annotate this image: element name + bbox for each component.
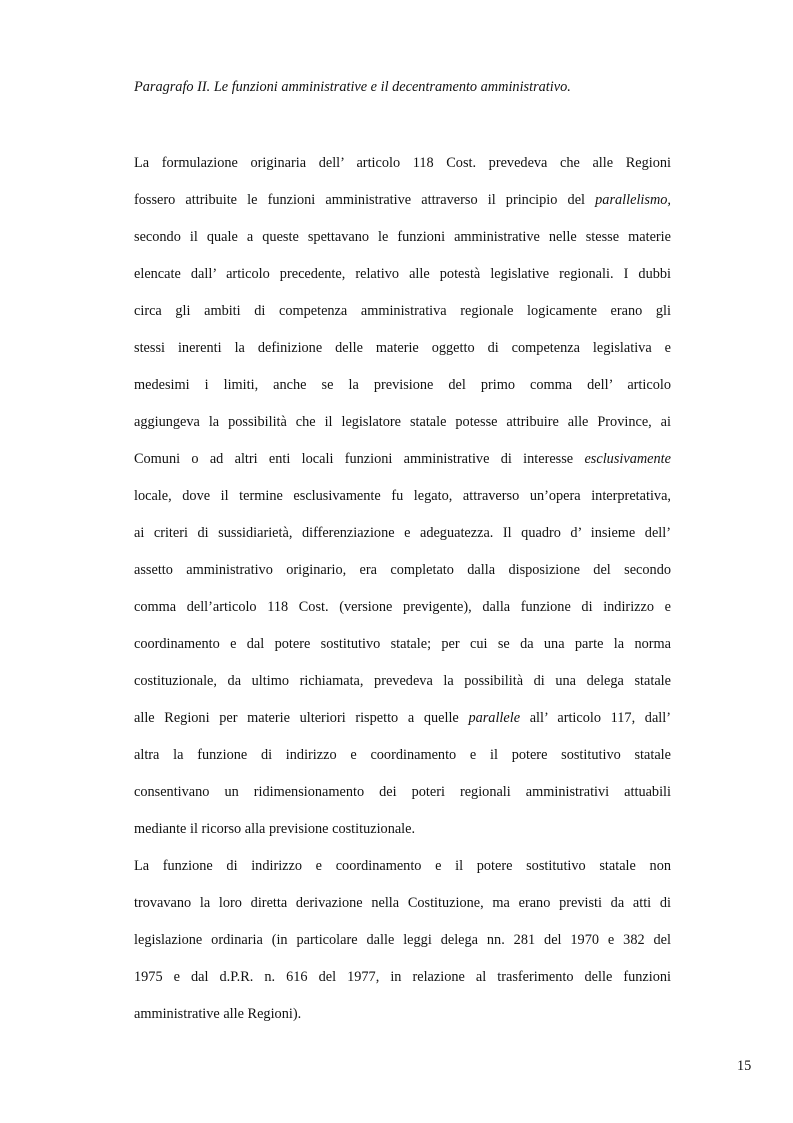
text-line <box>134 856 671 876</box>
text-span: amministrative alle Regioni). <box>134 1006 302 1022</box>
text-span: altra la funzione di indirizzo e coordinamento e il potere sostitutivo statale <box>134 747 671 763</box>
text-span: all’ articolo 117, dall’ <box>520 710 671 726</box>
text-span: circa gli ambiti di competenza amministrativa regionale logicamente erano gli <box>134 303 671 319</box>
text-line <box>134 893 671 913</box>
text-line <box>134 819 671 839</box>
text-line <box>134 708 671 728</box>
text-span: legislazione ordinaria (in particolare dalle leggi delega nn. 281 del 1970 e 382 del <box>134 932 671 948</box>
italic-term: parallele <box>468 710 521 726</box>
text-span: mediante il ricorso alla previsione costituzionale. <box>134 821 416 837</box>
italic-term: parallelismo, <box>595 192 671 208</box>
text-line <box>134 375 671 395</box>
text-line <box>134 486 671 506</box>
text-line <box>134 1004 671 1024</box>
text-span: locale, dove il termine esclusivamente fu legato, attraverso un’opera interpretativa, <box>134 488 671 504</box>
text-span: La formulazione originaria dell’ articolo 118 Cost. prevedeva che alle Regioni <box>134 155 671 171</box>
text-span: secondo il quale a queste spettavano le funzioni amministrative nelle stesse materie <box>134 229 671 245</box>
text-line <box>134 671 671 691</box>
text-line <box>134 449 671 469</box>
text-span: aggiungeva la possibilità che il legislatore statale potesse attribuire alle Province, ai <box>134 414 671 430</box>
text-line <box>134 930 671 950</box>
italic-term: esclusivamente <box>584 451 671 467</box>
text-span: trovavano la loro diretta derivazione nella Costituzione, ma erano previsti da atti di <box>134 895 671 911</box>
text-line <box>134 301 671 321</box>
text-line <box>134 560 671 580</box>
text-line <box>134 967 671 987</box>
text-line <box>134 634 671 654</box>
text-span: ai criteri di sussidiarietà, differenziazione e adeguatezza. Il quadro d’ insieme dell’ <box>134 525 671 541</box>
text-line <box>134 264 671 284</box>
text-span: comma dell’articolo 118 Cost. (versione previgente), dalla funzione di indirizzo e <box>134 599 671 615</box>
text-line <box>134 523 671 543</box>
text-line <box>134 190 671 210</box>
text-line <box>134 338 671 358</box>
text-span: elencate dall’ articolo precedente, relativo alle potestà legislative regionali. I dubbi <box>134 266 671 282</box>
text-line <box>134 597 671 617</box>
text-span: coordinamento e dal potere sostitutivo statale; per cui se da una parte la norma <box>134 636 671 652</box>
text-span: La funzione di indirizzo e coordinamento e il potere sostitutivo statale non <box>134 858 671 874</box>
section-heading: Paragrafo II. Le funzioni amministrative e il decentramento amministrativo. <box>134 79 571 95</box>
text-span: consentivano un ridimensionamento dei poteri regionali amministrativi attuabili <box>134 784 671 800</box>
text-span: fossero attribuite le funzioni amministrative attraverso il principio del <box>134 192 596 208</box>
text-line <box>134 782 671 802</box>
text-span: stessi inerenti la definizione delle materie oggetto di competenza legislativa e <box>134 340 671 356</box>
text-span: Comuni o ad altri enti locali funzioni amministrative di interesse <box>134 451 585 467</box>
page-number: 15 <box>737 1058 752 1074</box>
text-span: 1975 e dal d.P.R. n. 616 del 1977, in relazione al trasferimento delle funzioni <box>134 969 671 985</box>
text-line <box>134 745 671 765</box>
text-line <box>134 412 671 432</box>
text-span: costituzionale, da ultimo richiamata, prevedeva la possibilità di una delega statale <box>134 673 671 689</box>
text-line <box>134 153 671 173</box>
text-span: medesimi i limiti, anche se la previsione del primo comma dell’ articolo <box>134 377 671 393</box>
text-span: alle Regioni per materie ulteriori rispetto a quelle <box>134 710 469 726</box>
text-line <box>134 227 671 247</box>
text-span: assetto amministrativo originario, era completato dalla disposizione del secondo <box>134 562 671 578</box>
